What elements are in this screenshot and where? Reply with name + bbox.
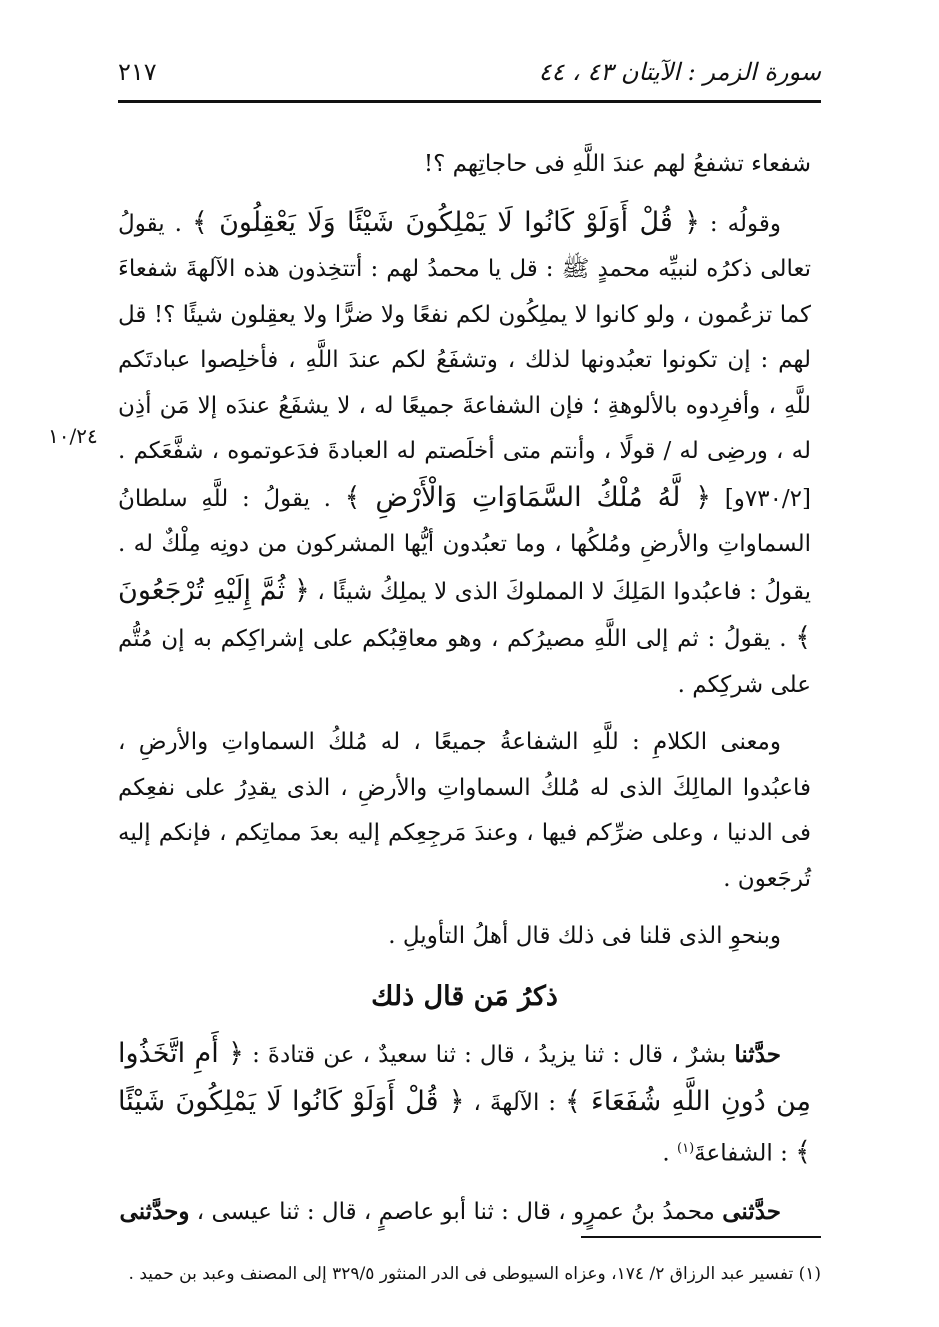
paragraph-5-text-3: : الشفاعةَ (694, 1140, 788, 1167)
narration-lead-2: حدَّثنى (722, 1198, 781, 1226)
section-heading: ذكرُ مَن قال ذلك (371, 980, 558, 1012)
quran-verse-4: ﴿ أَمِ اتَّخَذُوا مِن دُونِ اللَّهِ شُفَعَاءَ ﴾ (118, 1038, 811, 1117)
paragraph-5-text-1: بشرٌ ، قال : ثنا يزيدُ ، قال : ثنا سعيدٌ ، عن قتادةَ : (252, 1042, 727, 1068)
paragraph-2-text-1: . يقولُ تعالى ذكرُه لنبيِّه محمدٍ ﷺ : قل يا محمدُ لهم : أتتخِذون هذه الآلهةَ شفعاءَ كما تزعُمون ، ولو كانوا لا يملِكُون لكم نفعًا ولا ضرًّا ولا يعقِلون شيئًا ؟! قل لهم : إن تكونوا تعبُدونها لذلك ، وتشفَعُ لكم عندَ اللَّهِ ، فأخلِصوا عبادتَكم للَّهِ ، وأفرِدوه بالألوهةِ ؛ فإن الشفاعةَ جميعًا له ، لا يشفَعُ عندَه إلا مَن أذِن له ، ورضِى له / قولًا ، وأنتم متى أخلَصتم له العبادةَ فدَعوتموه ، شفَّعَكم . [٧٣٠/٢و] (118, 210, 812, 512)
footnote-rule (581, 1236, 821, 1238)
paragraph-4 (118, 914, 811, 960)
header-rule (118, 100, 821, 103)
paragraph-5-end: . (662, 1140, 670, 1167)
paragraph-2-text-2: . يقولُ : للَّهِ سلطانُ السماواتِ والأرضِ ومُلكُها ، وما تعبُدون أيُّها المشركون من دونِه مِلْكٌ له . يقولُ : فاعبُدوا المَلِكَ لا المملوكَ الذى لا يملِكُ شيئًا ، (118, 485, 812, 605)
paragraph-2 (118, 200, 811, 709)
quran-verse-1: ﴿ قُلْ أَوَلَوْ كَانُوا لَا يَمْلِكُونَ شَيْئًا وَلَا يَعْقِلُونَ ﴾ (191, 206, 700, 238)
paragraph-5 (118, 1031, 811, 1177)
quran-verse-5: ﴿ قُلْ أَوَلَوْ كَانُوا لَا يَمْلِكُونَ شَيْئًا ﴾ (118, 1085, 811, 1168)
page-header (118, 52, 821, 92)
main-text (118, 142, 811, 1236)
quran-verse-3: ﴿ ثُمَّ إِلَيْهِ تُرْجَعُونَ ﴾ (118, 574, 812, 653)
quran-verse-2: ﴿ لَّهُ مُلْكُ السَّمَاوَاتِ وَالْأَرْضِ ﴾ (344, 481, 712, 513)
paragraph-2-text-3: . يقولُ : ثم إلى اللَّهِ مصيرُكم ، وهو معاقِبُكم على إشراكِكم به إن مُتُّم على شركِكم . (118, 626, 811, 698)
narration-lead-3: وحدَّثنى (119, 1198, 190, 1226)
paragraph-1-text: شفعاء تشفعُ لهم عندَ اللَّهِ فى حاجاتِهم ؟! (423, 151, 811, 177)
narration-lead-1: حدَّثنا (734, 1041, 781, 1068)
paragraph-6 (118, 1189, 811, 1236)
footnote: (١) تفسير عبد الرزاق ٢/ ١٧٤، وعزاه السيوطى فى الدر المنثور ٣٢٩/٥ إلى المصنف وعبد بن حميد . (128, 1264, 821, 1284)
paragraph-4-text: وبنحوِ الذى قلنا فى ذلك قال أهلُ التأويلِ . (388, 923, 781, 949)
paragraph-6-text: محمدُ بنُ عمرٍو ، قال : ثنا أبو عاصمٍ ، قال : ثنا عيسى ، (196, 1199, 715, 1226)
surah-title: سورة الزمر : الآيتان ٤٣ ، ٤٤ (538, 58, 821, 86)
paragraph-5-text-2: : الآلهةَ ، (473, 1089, 557, 1116)
paragraph-3-text: ومعنى الكلامِ : للَّهِ الشفاعةُ جميعًا ، له مُلكُ السماواتِ والأرضِ ، فاعبُدوا المالِكَ الذى له مُلكُ السماواتِ والأرضِ ، الذى يقدِرُ على نفعِكم فى الدنيا ، وعلى ضرِّكم فيها ، وعندَ مَرجِعِكم إليه بعدَ مماتِكم ، فإنكم إليه تُرجَعون . (118, 729, 811, 892)
paragraph-2-intro: وقولُه : (709, 210, 782, 237)
page-number: ٢١٧ (118, 58, 157, 86)
paragraph-1 (118, 142, 811, 188)
paragraph-3 (118, 720, 811, 902)
margin-reference: ١٠/٢٤ (48, 424, 98, 448)
footnote-reference[interactable]: (١) (677, 1141, 695, 1156)
